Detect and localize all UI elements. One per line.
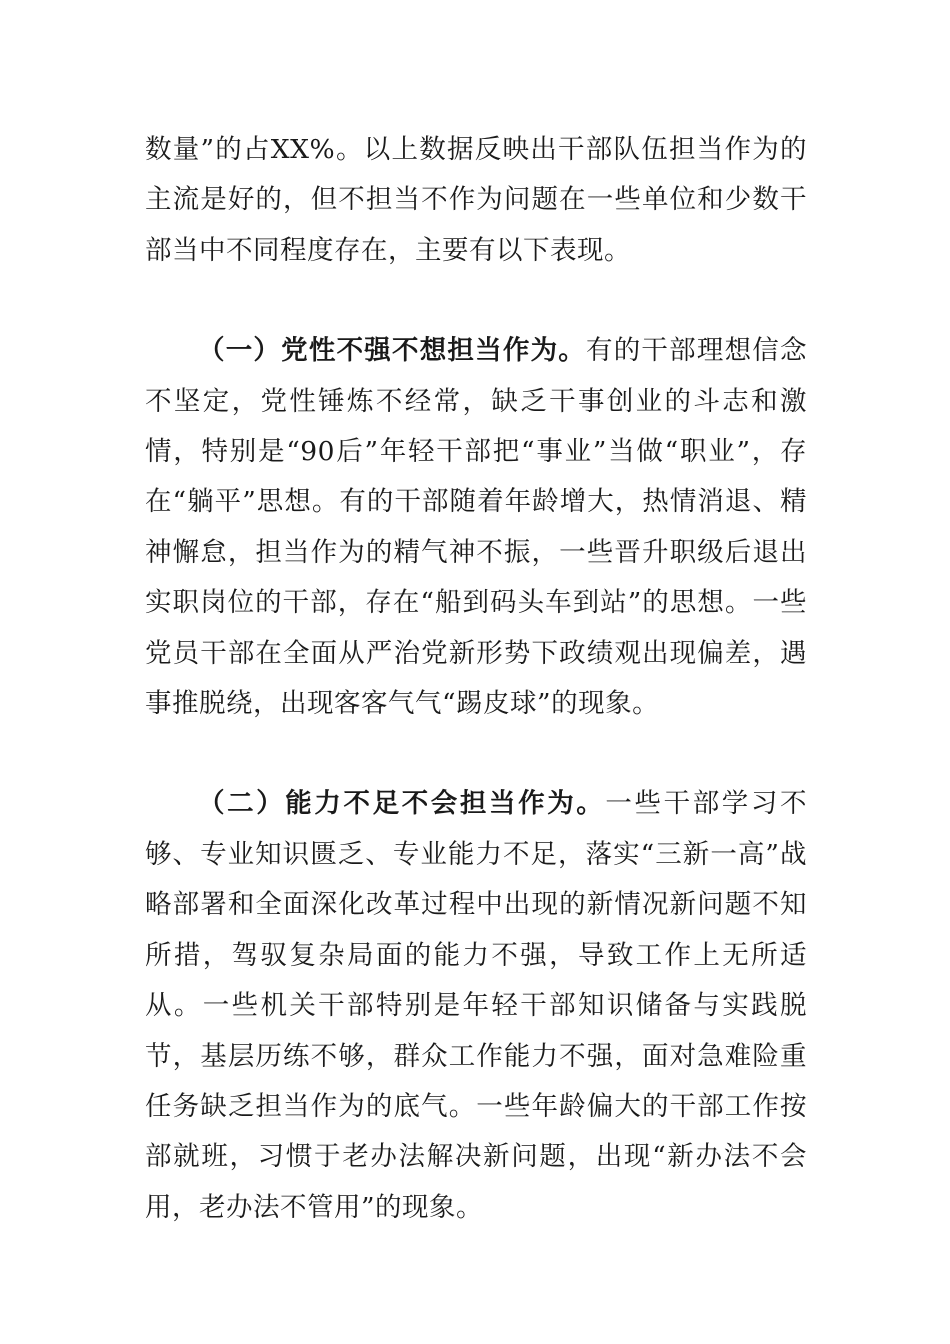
section-2-heading: （二）能力不足不会担当作为。 [198, 788, 606, 820]
section-2-body: 一些干部学习不够、专业知识匮乏、专业能力不足，落实“三新一高”战略部署和全面深化改革过程中出现的新情况新问题不知所措，驾驭复杂局面的能力不强，导致工作上无所适从。一些机关干部特别是年轻干部知识储备与实践脱节，基层历练不够，群众工作能力不强，面对急难险重任务缺乏担当作为的底气。一些年龄偏大的干部工作按部就班，习惯于老办法解决新问题，出现“新办法不会用，老办法不管用”的现象。 [145, 788, 808, 1223]
section-1-paragraph [145, 326, 807, 729]
section-1-body: 有的干部理想信念不坚定，党性锤炼不经常，缺乏干事创业的斗志和激情，特别是“90后”年轻干部把“事业”当做“职业”，存在“躺平”思想。有的干部随着年龄增大，热情消退、精神懈怠，担当作为的精气神不振，一些晋升职级后退出实职岗位的干部，存在“船到码头车到站”的思想。一些党员干部在全面从严治党新形势下政绩观出现偏差，遇事推脱绕，出现客客气气“踢皮球”的现象。 [145, 335, 807, 720]
paragraph-spacer [145, 729, 807, 779]
intro-paragraph: 数量”的占XX%。以上数据反映出干部队伍担当作为的主流是好的，但不担当不作为问题在一些单位和少数干部当中不同程度存在，主要有以下表现。 [145, 134, 807, 266]
section-2-paragraph [145, 779, 807, 1233]
paragraph-spacer [145, 276, 807, 326]
document-page [145, 125, 807, 1233]
section-1-heading: （一）党性不强不想担当作为。 [198, 335, 586, 367]
